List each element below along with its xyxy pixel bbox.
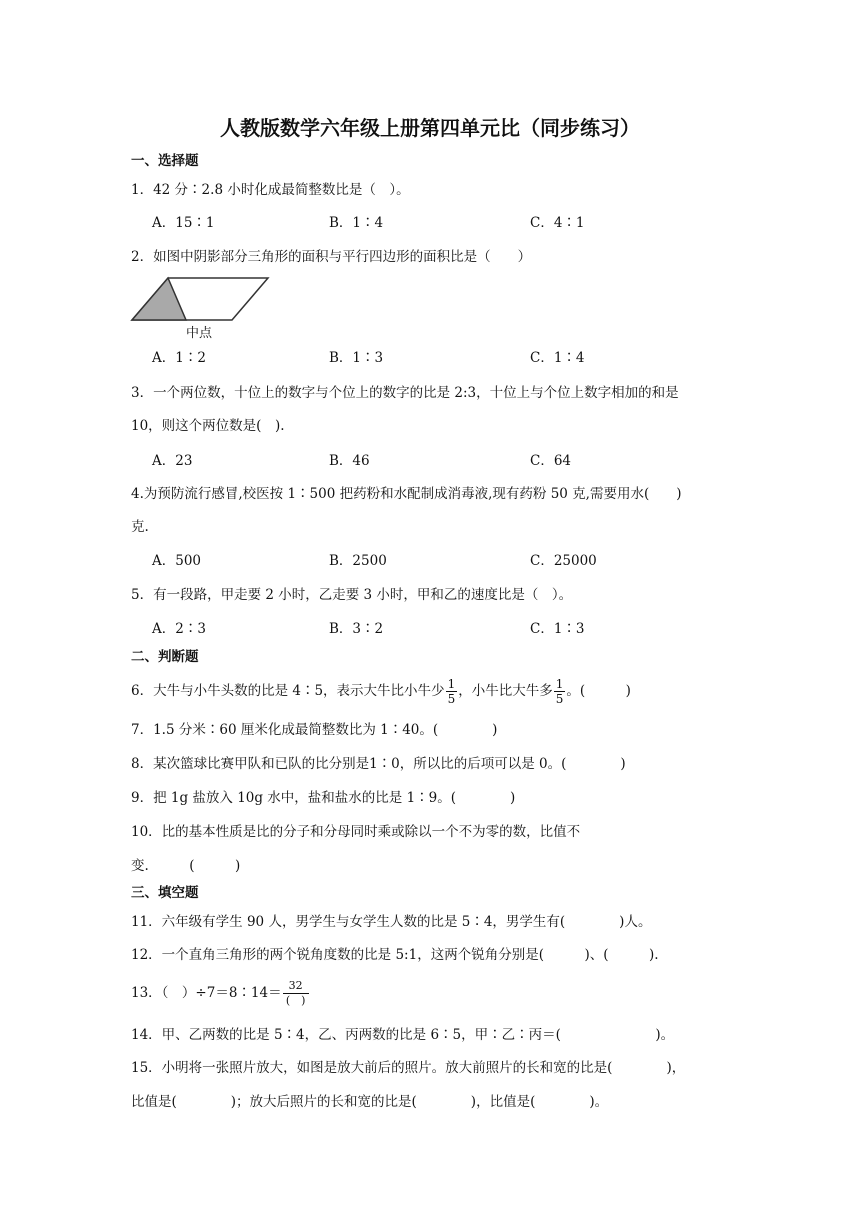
q13-text: 13．（ ）÷7＝8∶14＝ [131,985,282,1001]
question-4-line-2: 克. [131,519,149,535]
question-5: 5．有一段路，甲走要 2 小时，乙走要 3 小时，甲和乙的速度比是（ ）。 [131,587,573,603]
question-10-line-1: 10．比的基本性质是比的分子和分母同时乘或除以一个不为零的数，比值不 [131,824,581,840]
question-15-line-1: 15．小明将一张照片放大，如图是放大前后的照片。放大前照片的长和宽的比是( )， [131,1060,686,1076]
midpoint-label: 中点 [186,326,213,341]
question-3-line-1: 3．一个两位数，十位上的数字与个位上的数字的比是 2:3，十位上与个位上数字相加的和是 [131,385,679,401]
q2-option-c: C．1∶4 [530,350,585,366]
question-15-line-2: 比值是( )；放大后照片的长和宽的比是( )，比值是( )。 [131,1094,609,1110]
question-9: 9．把 1g 盐放入 10g 水中，盐和盐水的比是 1∶9。( ) [131,790,516,806]
q4-option-c: C．25000 [530,553,597,569]
q4-option-a: A．500 [152,553,202,569]
q6-text-1: 6．大牛与小牛头数的比是 4∶5，表示大牛比小牛少 [131,683,445,699]
fraction-denominator: ( ) [285,994,306,1007]
fraction-one-fifth [446,677,458,706]
question-8: 8．某次篮球比赛甲队和已队的比分别是1∶0，所以比的后项可以是 0。( ) [131,756,626,772]
q2-option-a: A．1∶2 [152,350,206,366]
q6-text-3: 。( ) [566,683,631,699]
q3-option-c: C．64 [530,453,572,469]
q5-option-b: B．3∶2 [329,621,384,637]
question-10-line-2: 变. ( ) [131,858,241,874]
question-11: 11．六年级有学生 90 人，男学生与女学生人数的比是 5∶4，男学生有( )人。 [131,914,652,930]
question-4-line-1: 4.为预防流行感冒,校医按 1∶500 把药粉和水配制成消毒液,现有药粉 50 克,需要用水( ) [131,486,682,502]
q4-option-b: B．2500 [329,553,387,569]
q1-option-b: B．1∶4 [329,215,384,231]
section-heading-judgement: 二、判断题 [131,649,199,665]
question-6 [131,674,631,708]
fraction-numerator: 1 [555,677,564,691]
parallelogram-figure [128,274,278,324]
q3-option-a: A．23 [152,453,193,469]
q2-option-b: B．1∶3 [329,350,384,366]
question-3-line-2: 10，则这个两位数是( ). [131,418,285,434]
q1-option-c: C．4∶1 [530,215,585,231]
section-heading-fill-in: 三、填空题 [131,885,199,901]
q6-text-2: ，小牛比大牛多 [458,683,553,699]
question-13 [131,976,310,1010]
section-heading-choice: 一、选择题 [131,153,199,169]
question-1: 1．42 分∶2.8 小时化成最简整数比是（ ）。 [131,182,410,198]
q1-option-a: A．15∶1 [152,215,215,231]
q5-option-a: A．2∶3 [152,621,206,637]
fraction-numerator: 1 [447,677,456,691]
fraction-numerator: 32 [283,979,309,994]
fraction-32-over-blank [283,979,309,1008]
page-title: 人教版数学六年级上册第四单元比（同步练习） [220,116,640,140]
question-12: 12．一个直角三角形的两个锐角度数的比是 5:1，这两个锐角分别是( )、( ). [131,947,659,963]
question-2: 2．如图中阴影部分三角形的面积与平行四边形的面积比是（ ） [131,249,532,265]
shaded-triangle [132,278,186,320]
q5-option-c: C．1∶3 [530,621,585,637]
q3-option-b: B．46 [329,453,370,469]
fraction-denominator: 5 [447,692,456,706]
fraction-one-fifth [554,677,566,706]
fraction-denominator: 5 [555,692,564,706]
question-14: 14．甲、乙两数的比是 5∶4，乙、丙两数的比是 6∶5，甲∶乙∶丙＝( )。 [131,1027,675,1043]
question-7: 7．1.5 分米∶60 厘米化成最简整数比为 1∶40。( ) [131,722,498,738]
